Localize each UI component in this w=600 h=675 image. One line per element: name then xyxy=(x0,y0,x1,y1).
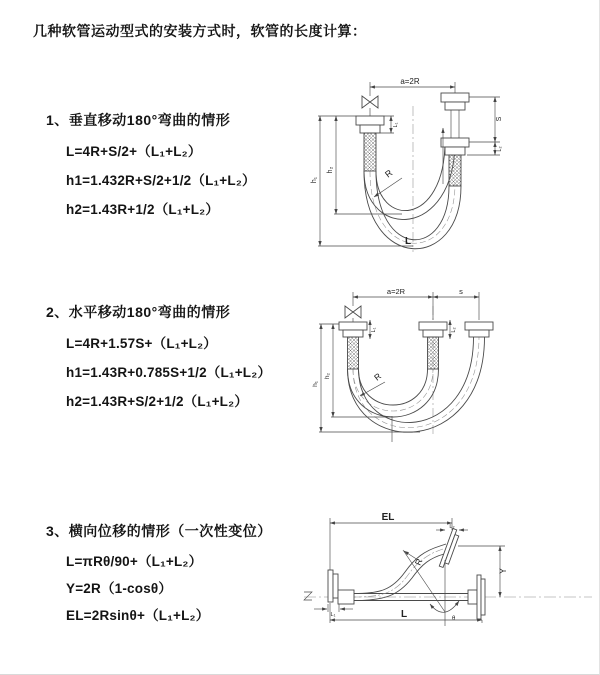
dim-label-y: Y xyxy=(498,567,508,575)
valve-icon xyxy=(345,306,361,318)
braided-hose-end xyxy=(449,155,461,186)
section-2-formula-h2: h2=1.43R+S/2+1/2（L₁+L₂） xyxy=(66,394,249,409)
pipe-displaced-curve xyxy=(354,544,449,601)
dimension-l1 xyxy=(370,320,377,339)
diagram-lateral-displacement xyxy=(300,508,595,663)
radius-callout xyxy=(360,371,385,396)
section-3-formula-el: EL=2Rsinθ+（L₁+L₂） xyxy=(66,608,210,623)
dim-label-s: s xyxy=(459,287,463,296)
dim-label-l2: L₂ xyxy=(497,146,503,152)
dim-label-l1: L₁ xyxy=(371,327,377,333)
page-title: 几种软管运动型式的安装方式时，软管的长度计算： xyxy=(33,23,367,39)
radius-angle-construction xyxy=(400,550,459,626)
hose-u-bend-positions xyxy=(348,337,485,432)
dimension-l xyxy=(330,603,482,623)
dim-label-r: R xyxy=(372,370,384,383)
section-1-heading: 1、垂直移动180°弯曲的情形 xyxy=(46,112,231,128)
dim-label-r: R xyxy=(383,167,395,180)
section-2-formula-l: L=4R+1.57S+（L₁+L₂） xyxy=(66,336,217,351)
dim-label-a2r: a=2R xyxy=(400,77,420,86)
section-3-formula-l: L=πRθ/90+（L₁+L₂） xyxy=(66,554,203,569)
dim-label-l1: L₁ xyxy=(393,122,399,128)
dimension-l2 xyxy=(436,524,468,530)
dim-label-l2: L₂ xyxy=(451,327,457,333)
left-fitting xyxy=(339,306,367,369)
braided-hose-end xyxy=(348,337,359,369)
dimension-l2 xyxy=(450,320,457,339)
section-3-heading: 3、横向位移的情形（一次性变位） xyxy=(46,523,272,539)
diagram-horizontal-180-bend xyxy=(312,284,597,459)
right-fitting-shifted xyxy=(465,322,493,337)
dimension-el xyxy=(330,512,455,570)
dimension-s xyxy=(433,287,479,297)
dim-label-l: L xyxy=(404,236,412,247)
right-flange xyxy=(468,575,485,619)
dim-label-a2r: a=2R xyxy=(386,287,406,296)
dim-label-theta: θ xyxy=(452,616,456,622)
section-1-formula-h1: h1=1.432R+S/2+1/2（L₁+L₂） xyxy=(66,173,256,188)
middle-fitting xyxy=(419,322,447,369)
dimension-h2 xyxy=(324,324,394,417)
break-mark xyxy=(304,592,312,600)
hose-u-bend xyxy=(364,141,461,249)
braided-hose-end xyxy=(428,337,439,369)
section-2-heading: 2、水平移动180°弯曲的情形 xyxy=(46,304,231,320)
dim-label-l: L xyxy=(400,609,408,620)
valve-icon xyxy=(362,96,378,108)
section-1-formula-l: L=4R+S/2+（L₁+L₂） xyxy=(66,144,202,159)
section-1-formula-h2: h2=1.43R+1/2（L₁+L₂） xyxy=(66,202,220,217)
tilted-flange xyxy=(439,529,460,569)
braided-hose-end xyxy=(364,133,376,171)
section-3-formula-y: Y=2R（1-cosθ） xyxy=(66,581,173,596)
dimension-s xyxy=(469,97,503,142)
dimension-l1 xyxy=(314,604,353,618)
radius-callout xyxy=(374,167,402,197)
dim-label-h2: h₂ xyxy=(327,166,334,174)
dim-label-l2: L₂ xyxy=(449,524,455,530)
dim-label-s: S xyxy=(496,116,503,122)
left-fitting xyxy=(356,96,384,171)
dim-label-h2: h₂ xyxy=(324,372,331,380)
dim-label-h1: h₁ xyxy=(311,176,318,184)
dim-label-el: EL xyxy=(381,512,395,523)
left-flange xyxy=(328,570,354,604)
diagram-vertical-180-bend xyxy=(310,66,595,261)
right-fitting-positions xyxy=(441,93,469,186)
section-2-formula-h1: h1=1.43R+0.785S+1/2（L₁+L₂） xyxy=(66,365,272,380)
dimension-l2 xyxy=(467,142,503,155)
dim-label-h1: h₁ xyxy=(312,381,319,387)
dim-label-r: R xyxy=(412,557,425,567)
dim-label-l1: L₁ xyxy=(330,612,336,618)
